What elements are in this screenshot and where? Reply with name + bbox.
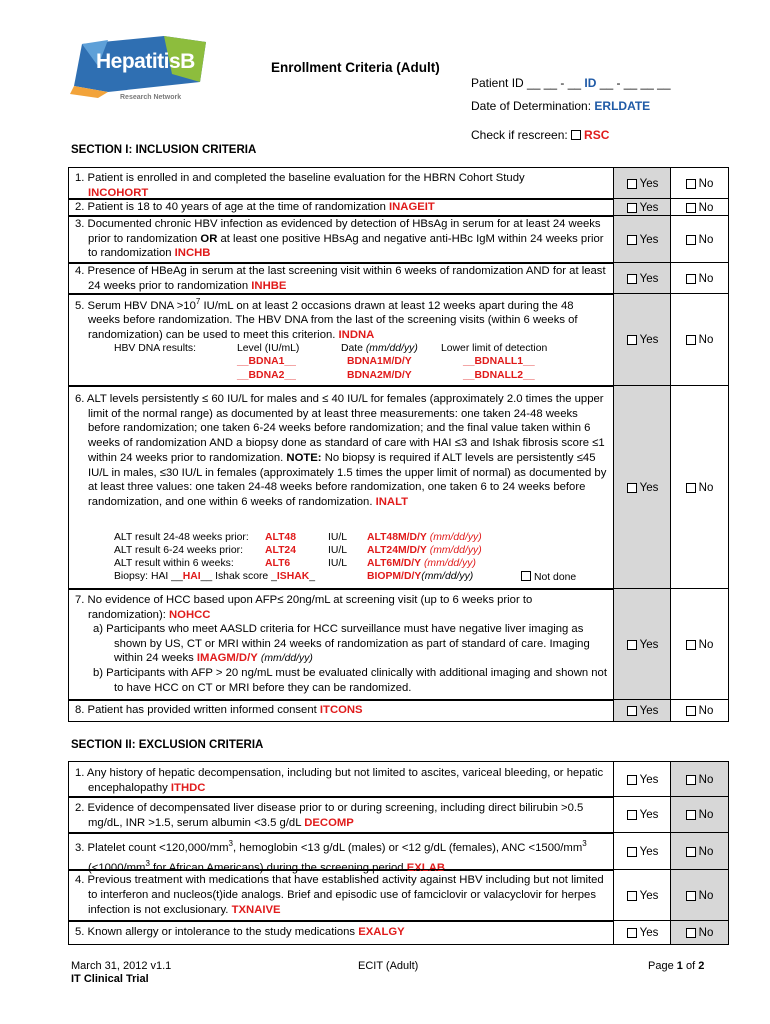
ishak-end: _ xyxy=(309,571,316,582)
exclusion-row-2 xyxy=(68,796,614,834)
checkbox-icon xyxy=(686,640,696,650)
yes-label: Yes xyxy=(639,201,659,214)
inclusion-text-4: 4. Presence of HBeAg in serum at the last screening visit within 6 weeks of randomization AND for at least 24 weeks prior to randomization xyxy=(75,265,606,292)
hepatitis-b-logo xyxy=(68,36,208,106)
inclusion-text-3b: at least one positive HBsAg and negative anti-HBc IgM within 24 weeks prior to randomization xyxy=(88,232,604,259)
inclusion-row-8 xyxy=(68,699,614,722)
no-label: No xyxy=(698,201,714,214)
checkbox-icon xyxy=(627,274,637,284)
yes-label: Yes xyxy=(639,926,659,939)
bdnall2-field[interactable]: __BDNALL2__ xyxy=(463,370,535,381)
alt24-date-field[interactable]: ALT24M/D/Y xyxy=(367,545,427,556)
inclusion-row-1 xyxy=(68,167,614,200)
inclusion-7b xyxy=(93,666,608,695)
alt6-date xyxy=(367,558,476,569)
no-option-exc2[interactable] xyxy=(670,796,729,834)
not-done-label: Not done xyxy=(534,572,577,583)
logo-subtext: Research Network xyxy=(120,94,182,101)
checkbox-icon xyxy=(686,274,696,284)
checkbox-icon xyxy=(627,928,637,938)
alt48-field[interactable]: ALT48 xyxy=(265,532,296,543)
checkbox-icon xyxy=(686,483,696,493)
superscript: 3 xyxy=(228,839,233,848)
patient-id-tail: __ - __ __ __ xyxy=(599,76,671,90)
logo-text: HepatitisB xyxy=(96,50,195,73)
exclusion-row-3 xyxy=(68,832,614,874)
code-inhbe: INHBE xyxy=(251,279,287,292)
dna-level-header: Level (IU/mL) xyxy=(237,343,300,354)
page-current: 1 xyxy=(676,960,683,972)
patient-id-code: ID xyxy=(584,76,597,90)
checkbox-icon xyxy=(627,810,637,820)
code-indna: INDNA xyxy=(338,328,375,341)
alt6-label: ALT result within 6 weeks: xyxy=(114,558,234,569)
yes-label: Yes xyxy=(639,773,659,786)
no-option-exc5[interactable] xyxy=(670,920,729,945)
superscript: 3 xyxy=(582,839,587,848)
checkbox-icon xyxy=(686,928,696,938)
date-of-determination xyxy=(471,99,650,113)
biopsy-line xyxy=(114,571,315,582)
yes-label: Yes xyxy=(639,638,659,651)
inclusion-text-8: 8. Patient has provided written informed consent xyxy=(75,704,317,716)
yes-label: Yes xyxy=(639,334,659,346)
yes-label: Yes xyxy=(639,704,659,717)
checkbox-icon xyxy=(686,775,696,785)
code-nohcc: NOHCC xyxy=(169,608,211,621)
biopsy-date-field[interactable]: BIOPM/D/Y xyxy=(367,571,422,582)
exclusion-row-1 xyxy=(68,761,614,798)
alt6-field[interactable]: ALT6 xyxy=(265,558,291,569)
exclusion-text-5: 5. Known allergy or intolerance to the study medications xyxy=(75,926,356,938)
code-exlab: EXLAB xyxy=(406,861,446,874)
alt24-field[interactable]: ALT24 xyxy=(265,545,296,556)
superscript: 7 xyxy=(195,297,201,306)
yes-label: Yes xyxy=(639,809,659,821)
inclusion-row-7 xyxy=(68,588,614,701)
no-option-inc5[interactable] xyxy=(670,293,729,387)
no-label: No xyxy=(698,704,714,717)
no-option-inc6[interactable] xyxy=(670,385,729,590)
exclusion-text-2: 2. Evidence of decompensated liver disease prior to or during screening, including direct bilirubin >0.5 mg/dL, INR >1.5, serum albumin <3.5 g/dL xyxy=(75,802,584,829)
no-option-inc1[interactable] xyxy=(670,167,729,200)
no-label: No xyxy=(698,334,714,346)
code-inchb: INCHB xyxy=(174,247,211,259)
yes-option-inc3[interactable] xyxy=(613,215,671,264)
checkbox-icon xyxy=(627,203,637,213)
checkbox-icon xyxy=(627,847,637,857)
alt24-unit: IU/L xyxy=(328,545,348,556)
inclusion-text-7: 7. No evidence of HCC based upon AFP≤ 20ng/mL at screening visit (up to 6 weeks prior to randomization): xyxy=(75,594,533,621)
inclusion-text-3-or: OR xyxy=(200,232,218,245)
no-label: No xyxy=(698,233,714,246)
bdna2-date-field[interactable]: BDNA2M/D/Y xyxy=(347,370,412,381)
yes-option-inc1[interactable] xyxy=(613,167,671,200)
code-imag[interactable]: IMAGM/D/Y xyxy=(196,652,258,665)
checkbox-icon xyxy=(627,179,637,189)
no-option-inc4[interactable] xyxy=(670,262,729,295)
yes-option-inc6[interactable] xyxy=(613,385,671,590)
biopsy-label: Biopsy: HAI __ xyxy=(114,571,183,582)
date-code: ERLDATE xyxy=(594,99,651,113)
rescreen-line xyxy=(471,128,609,142)
checkbox-icon xyxy=(686,235,696,245)
hai-field[interactable]: HAI xyxy=(182,571,201,582)
exclusion-text-3d: for African Americans) during the screening period xyxy=(149,861,404,874)
code-txnaive: TXNAIVE xyxy=(231,904,281,916)
bdnall1-field[interactable]: __BDNALL1__ xyxy=(463,356,535,367)
no-option-inc7[interactable] xyxy=(670,588,729,701)
inclusion-text-6-note: No biopsy is required if ALT levels are persistently ≤45 IU/L in males, ≤30 IU/L in females (approximately 1.5 times the upper limit of normal) as documented by at least three values: one taken 24-48 weeks before randomization, one taken 6 to 24 weeks before randomization, and one within 6 weeks of randomization. xyxy=(88,451,607,508)
inclusion-text-3a: 3. Documented chronic HBV infection as evidenced by detection of HBsAg in serum for at least 24 weeks prior to randomization xyxy=(75,218,601,245)
no-label: No xyxy=(698,481,714,494)
no-label: No xyxy=(698,272,714,285)
note-label: NOTE: xyxy=(286,451,322,464)
exclusion-text-3b: , hemoglobin <13 g/dL (males) or <12 g/dL (females), ANC <1500/mm xyxy=(233,841,583,854)
checkbox-icon xyxy=(521,571,531,581)
yes-option-exc5[interactable] xyxy=(613,920,671,945)
no-label: No xyxy=(698,773,714,786)
inclusion-text-2: 2. Patient is 18 to 40 years of age at the time of randomization xyxy=(75,201,386,213)
checkbox-icon xyxy=(627,640,637,650)
yes-label: Yes xyxy=(639,481,659,494)
checkbox-icon xyxy=(686,179,696,189)
code-decomp: DECOMP xyxy=(304,817,354,829)
yes-label: Yes xyxy=(639,889,659,902)
code-inageit: INAGEIT xyxy=(389,201,435,213)
checkbox-icon xyxy=(627,706,637,716)
alt48-date xyxy=(367,532,482,543)
inclusion-text-5a: 5. Serum HBV DNA >10 xyxy=(75,299,196,312)
alt48-date-field[interactable]: ALT48M/D/Y xyxy=(367,532,427,543)
yes-option-exc1[interactable] xyxy=(613,761,671,798)
rescreen-code: RSC xyxy=(584,128,610,142)
section1-title: SECTION I: INCLUSION CRITERIA xyxy=(71,144,257,156)
alt24-date-format: (mm/dd/yy) xyxy=(429,545,482,556)
page-of: of xyxy=(685,960,696,972)
footer-center: ECIT (Adult) xyxy=(358,960,419,972)
biopsy-date xyxy=(367,571,473,582)
footer-date: March 31, 2012 v1.1 xyxy=(71,960,172,972)
alt6-unit: IU/L xyxy=(328,558,348,569)
bdna2-field[interactable]: __BDNA2__ xyxy=(237,370,296,381)
code-exalgy: EXALGY xyxy=(358,926,405,938)
code-inalt: INALT xyxy=(375,495,409,508)
yes-option-inc4[interactable] xyxy=(613,262,671,295)
checkbox-icon xyxy=(627,335,637,345)
no-option-inc8[interactable] xyxy=(670,699,729,722)
exclusion-text-4: 4. Previous treatment with medications that have established activity against HBV including but not limited to interferon and nucleos(t)ide analogs. Brief and episodic use of famciclovir or valacyclovir for herpes infection is not exclusionary. xyxy=(75,874,604,916)
exclusion-text-3a: 3. Platelet count <120,000/mm xyxy=(75,841,229,854)
yes-option-inc8[interactable] xyxy=(613,699,671,722)
checkbox-icon xyxy=(627,891,637,901)
page-total: 2 xyxy=(698,960,705,972)
no-label: No xyxy=(698,889,714,902)
checkbox-icon xyxy=(627,483,637,493)
inclusion-row-5 xyxy=(68,293,614,387)
checkbox-icon xyxy=(686,847,696,857)
no-label: No xyxy=(698,845,714,858)
section2-title: SECTION II: EXCLUSION CRITERIA xyxy=(71,739,264,751)
no-label: No xyxy=(698,177,714,190)
checkbox-icon xyxy=(627,775,637,785)
dna-results-label: HBV DNA results: xyxy=(114,343,196,354)
page-title: Enrollment Criteria (Adult) xyxy=(271,60,440,75)
yes-option-exc2[interactable] xyxy=(613,796,671,834)
ishak-label: __ Ishak score _ xyxy=(200,571,277,582)
alt48-unit: IU/L xyxy=(328,532,348,543)
inclusion-text-6: 6. ALT levels persistently ≤ 60 IU/L for males and ≤ 40 IU/L for females (approximately 2.0 times the upper limit of the normal range) as documented by at least three measurements: one taken 24-48 weeks before randomization; one taken 6-24 weeks before randomization; and the final value taken within 6 weeks of randomization AND a biopsy done as standard of care with HAI ≤3 and Ishak fibrosis score ≤1 within 24 weeks prior to randomization. xyxy=(75,393,605,464)
checkbox-icon xyxy=(686,706,696,716)
dna-date-header-text: Date xyxy=(341,343,363,354)
yes-option-inc5[interactable] xyxy=(613,293,671,387)
rescreen-checkbox[interactable] xyxy=(571,130,581,140)
dna-date-header xyxy=(341,343,418,354)
checkbox-icon xyxy=(686,810,696,820)
code-incohort: INCOHORT xyxy=(88,186,149,199)
biopsy-not-done[interactable] xyxy=(521,571,576,583)
checkbox-icon xyxy=(686,203,696,213)
patient-id-line xyxy=(471,76,671,90)
footer-org: IT Clinical Trial xyxy=(71,973,149,985)
yes-option-inc7[interactable] xyxy=(613,588,671,701)
inclusion-text-7b: b) Participants with AFP > 20 ng/mL must be evaluated clinically with additional imaging and shown not to have HCC on CT or MRI before they can be randomized. xyxy=(93,667,607,694)
no-option-exc3[interactable] xyxy=(670,832,729,871)
no-label: No xyxy=(698,926,714,939)
code-ithdc: ITHDC xyxy=(170,782,206,794)
yes-label: Yes xyxy=(639,272,659,285)
code-itcons: ITCONS xyxy=(319,704,363,716)
alt24-label: ALT result 6-24 weeks prior: xyxy=(114,545,243,556)
checkbox-icon xyxy=(686,335,696,345)
imag-date-format: (mm/dd/yy) xyxy=(260,653,313,665)
checkbox-icon xyxy=(686,891,696,901)
dna-lod-header: Lower limit of detection xyxy=(441,343,548,354)
inclusion-row-6 xyxy=(68,385,614,590)
checkbox-icon xyxy=(627,235,637,245)
yes-option-exc3[interactable] xyxy=(613,832,671,871)
alt48-date-format: (mm/dd/yy) xyxy=(429,532,482,543)
inclusion-text-7a: a) Participants who meet AASLD criteria for HCC surveillance must have negative liver imaging as shown by US, CT or MRI within 24 weeks of randomization as part of standard of care. Imaging within 24 weeks xyxy=(93,623,590,665)
inclusion-text-5b: IU/mL on at least 2 occasions drawn at least 12 weeks apart during the 48 weeks before randomization. The HBV DNA from the last of the screening visits (within 6 weeks of randomization) can be used to meet this criterion. xyxy=(88,299,578,341)
exclusion-row-5 xyxy=(68,920,614,945)
inclusion-row-3 xyxy=(68,215,614,264)
rescreen-label: Check if rescreen: xyxy=(471,128,568,142)
biopsy-date-format: (mm/dd/yy) xyxy=(421,571,474,582)
patient-id-label: Patient ID __ __ - __ xyxy=(471,76,582,90)
inclusion-text-1: 1. Patient is enrolled in and completed the baseline evaluation for the HBRN Cohort Study xyxy=(75,172,525,184)
alt6-date-format: (mm/dd/yy) xyxy=(423,558,476,569)
inclusion-row-4 xyxy=(68,262,614,295)
page-label: Page xyxy=(648,960,674,972)
date-label: Date of Determination: xyxy=(471,99,592,113)
bdna1-date-field[interactable]: BDNA1M/D/Y xyxy=(347,356,412,367)
page-number xyxy=(648,960,704,972)
alt24-date xyxy=(367,545,482,556)
superscript: 3 xyxy=(145,858,150,868)
dna-date-format: (mm/dd/yy) xyxy=(365,343,418,354)
ishak-field[interactable]: ISHAK xyxy=(276,571,310,582)
exclusion-row-4 xyxy=(68,869,614,922)
no-label: No xyxy=(698,809,714,821)
bdna1-field[interactable]: __BDNA1__ xyxy=(237,356,296,367)
alt6-date-field[interactable]: ALT6M/D/Y xyxy=(367,558,422,569)
yes-label: Yes xyxy=(639,845,659,858)
no-option-inc3[interactable] xyxy=(670,215,729,264)
yes-label: Yes xyxy=(639,233,659,246)
no-label: No xyxy=(698,638,714,651)
yes-option-exc4[interactable] xyxy=(613,869,671,922)
inclusion-7a xyxy=(93,622,608,667)
no-option-exc1[interactable] xyxy=(670,761,729,798)
yes-label: Yes xyxy=(639,177,659,190)
no-option-exc4[interactable] xyxy=(670,869,729,922)
exclusion-text-1: 1. Any history of hepatic decompensation, including but not limited to ascites, variceal bleeding, or hepatic encephalopathy xyxy=(75,767,604,794)
exclusion-text-3c: (<1000/mm xyxy=(88,861,146,874)
alt48-label: ALT result 24-48 weeks prior: xyxy=(114,532,249,543)
